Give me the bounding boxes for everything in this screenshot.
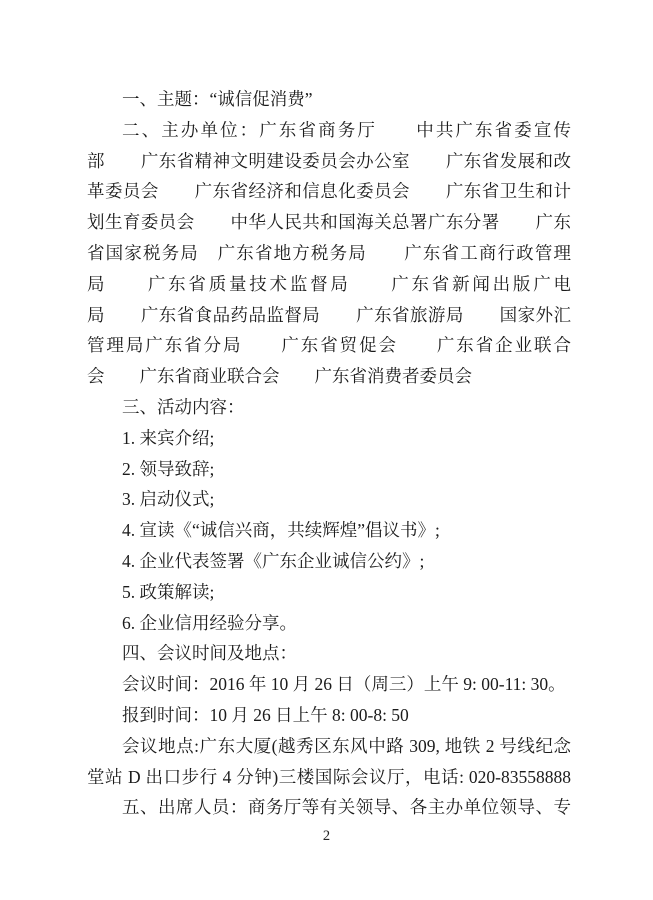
text-line: 管理局广东省分局 广东省贸促会 广东省企业联合 <box>87 335 571 356</box>
text-line: 一、主题：“诚信促消费” <box>122 89 313 109</box>
page-number: 2 <box>322 828 331 844</box>
text-line: 二、主办单位：广东省商务厅 中共广东省委宣传 <box>122 119 571 140</box>
text-line: 四、会议时间及地点： <box>122 643 297 664</box>
text-line: 三、活动内容： <box>122 396 245 417</box>
text-line: 会 广东省商业联合会 广东省消费者委员会 <box>87 366 472 387</box>
text-line: 会议时间：2016 年 10 月 26 日（周三）上午 9: 00-11: 30。 <box>122 674 566 695</box>
text-line: 局 广东省质量技术监督局 广东省新闻出版广电 <box>87 273 571 294</box>
text-line: 五、出席人员：商务厅等有关领导、各主办单位领导、专 <box>122 797 571 818</box>
text-line: 4. 企业代表签署《广东企业诚信公约》; <box>122 550 425 571</box>
text-line: 部 广东省精神文明建设委员会办公室 广东省发展和改 <box>87 150 571 171</box>
text-line: 6. 企业信用经验分享。 <box>122 612 297 633</box>
text-line: 局 广东省食品药品监督局 广东省旅游局 国家外汇 <box>87 304 571 325</box>
text-line: 4. 宣读《“诚信兴商，共续辉煌”倡议书》; <box>122 520 440 541</box>
text-line: 3. 启动仪式; <box>122 489 215 510</box>
text-line: 省国家税务局 广东省地方税务局 广东省工商行政管理 <box>87 242 571 263</box>
text-line: 堂站 D 出口步行 4 分钟)三楼国际会议厅，电话: 020-83558888 <box>87 766 571 787</box>
text-line: 报到时间：10 月 26 日上午 8: 00-8: 50 <box>122 704 409 725</box>
text-line: 革委员会 广东省经济和信息化委员会 广东省卫生和计 <box>87 181 571 202</box>
text-line: 划生育委员会 中华人民共和国海关总署广东分署 广东 <box>87 212 571 233</box>
text-line: 1. 来宾介绍; <box>122 427 215 448</box>
text-line: 会议地点:广东大厦(越秀区东风中路 309, 地铁 2 号线纪念 <box>122 735 571 756</box>
document-body <box>87 84 571 823</box>
text-line: 2. 领导致辞; <box>122 458 215 479</box>
text-line: 5. 政策解读; <box>122 581 215 602</box>
